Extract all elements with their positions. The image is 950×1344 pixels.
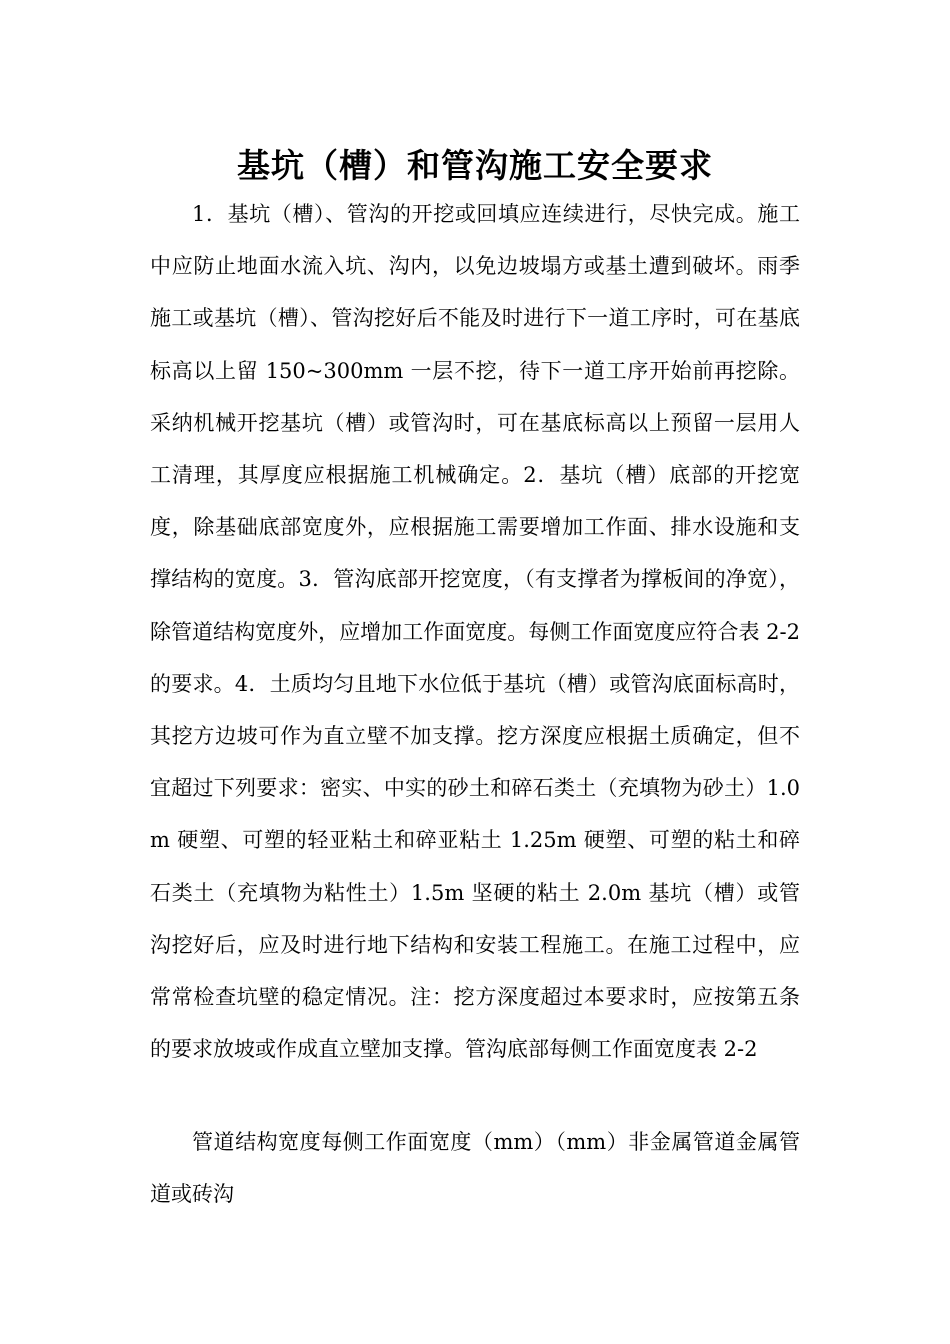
body-paragraph-1: 1．基坑（槽）、管沟的开挖或回填应连续进行，尽快完成。施工中应防止地面水流入坑、沟内，以免边坡塌方或基土遭到破坏。雨季施工或基坑（槽）、管沟挖好后不能及时进行下一道工序时，可在基底标高以上留 150~300mm 一层不挖，待下一道工序开始前再挖除。采纳机械开挖基坑（槽）或管沟时，可在基底标高以上预留一层用人工清理，其厚度应根据施工机械确定。2．基坑（槽）底部的开挖宽度，除基础底部宽度外，应根据施工需要增加工作面、排水设施和支撑结构的宽度。3．管沟底部开挖宽度，（有支撑者为撑板间的净宽），除管道结构宽度外，应增加工作面宽度。每侧工作面宽度应符合表 2-2 的要求。4．土质均匀且地下水位低于基坑（槽）或管沟底面标高时，其挖方边坡可作为直立壁不加支撑。挖方深度应根据土质确定，但不宜超过下列要求：密实、中实的砂土和碎石类土（充填物为砂土）1.0m 硬塑、可塑的轻亚粘土和碎亚粘土 1.25m 硬塑、可塑的粘土和碎石类土（充填物为粘性土）1.5m 坚硬的粘土 2.0m 基坑（槽）或管沟挖好后，应及时进行地下结构和安装工程施工。在施工过程中，应常常检查坑壁的稳定情况。注：挖方深度超过本要求时，应按第五条的要求放坡或作成直立壁加支撑。管沟底部每侧工作面宽度表 2-2: [150, 202, 800, 1062]
body-paragraph-2: 管道结构宽度每侧工作面宽度（mm）（mm）非金属管道金属管道或砖沟: [150, 1130, 800, 1207]
document-title: 基坑（槽）和管沟施工安全要求: [237, 146, 713, 186]
